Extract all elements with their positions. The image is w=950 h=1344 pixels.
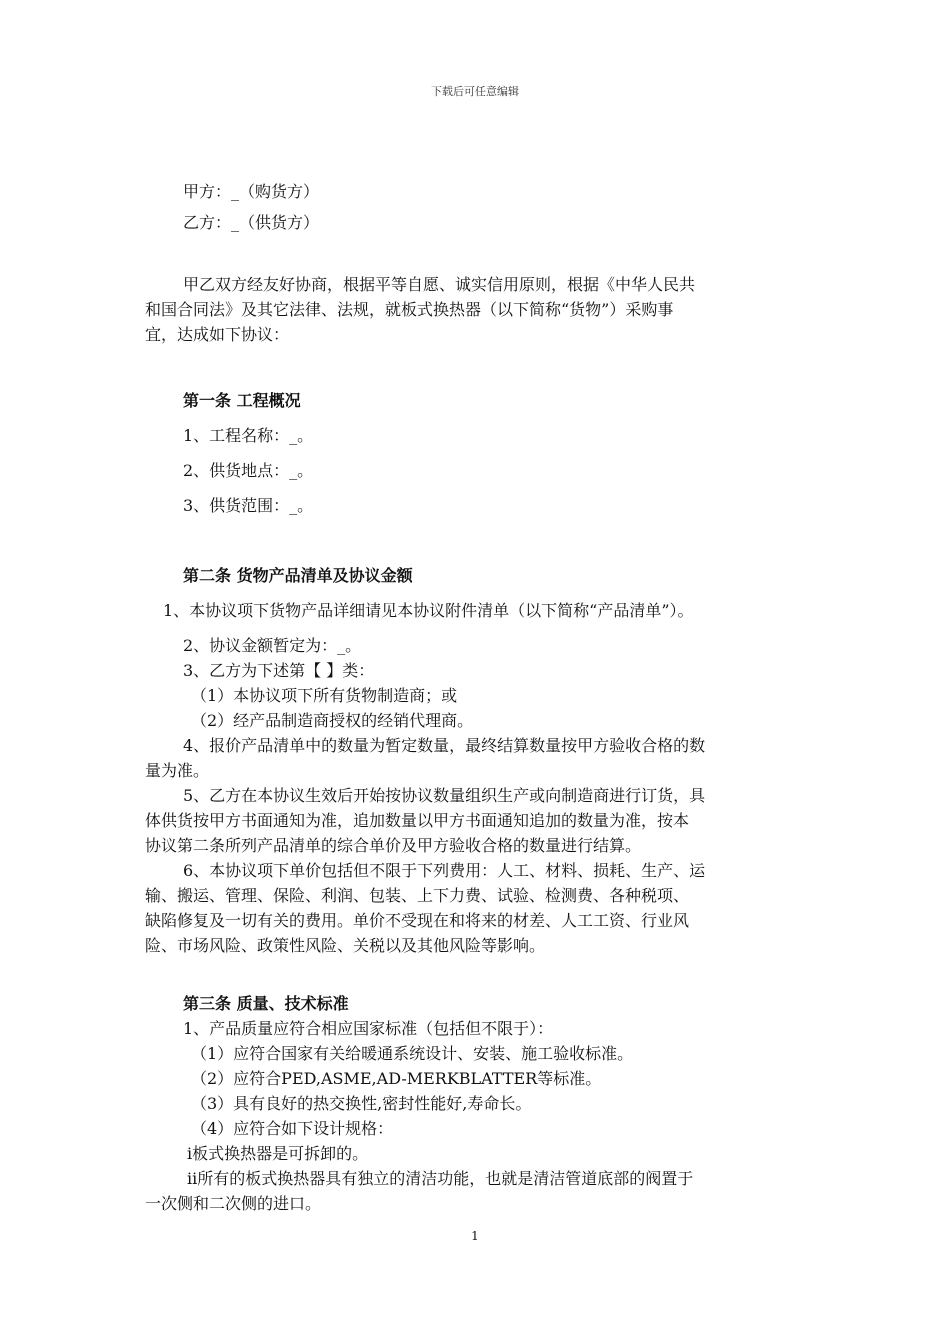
article1-item: 1、工程名称：_。 [183, 426, 314, 445]
party-b-line: 乙方：_（供货方） [183, 213, 320, 232]
article2-line: 2、协议金额暂定为：_。 [183, 636, 362, 655]
party-a-line: 甲方：_（购货方） [183, 182, 320, 201]
article1-item: 2、供货地点：_。 [183, 461, 314, 480]
article3-line: ⅰ板式换热器是可拆卸的。 [187, 1144, 369, 1163]
article2-line: 量为准。 [145, 761, 210, 780]
intro-line: 和国合同法》及其它法律、法规，就板式换热器（以下简称“货物”）采购事 [145, 300, 674, 319]
article2-line: 险、市场风险、政策性风险、关税以及其他风险等影响。 [145, 936, 546, 955]
article2-line: 6、本协议项下单价包括但不限于下列费用：人工、材料、损耗、生产、运 [183, 861, 706, 880]
intro-line: 甲乙双方经友好协商，根据平等自愿、诚实信用原则，根据《中华人民共 [183, 275, 696, 294]
article3-line: 一次侧和二次侧的进口。 [145, 1194, 322, 1213]
article2-line: 3、乙方为下述第【 】类： [183, 661, 375, 680]
page-header: 下载后可任意编辑 [431, 85, 519, 98]
article3-line: 1、产品质量应符合相应国家标准（包括但不限于）： [183, 1019, 554, 1038]
article3-title: 第三条 质量、技术标准 [183, 994, 349, 1013]
intro-line: 宜，达成如下协议： [145, 325, 290, 344]
article2-line: 缺陷修复及一切有关的费用。单价不受现在和将来的材差、人工工资、行业风 [145, 911, 690, 930]
article1-item: 3、供货范围：_。 [183, 496, 314, 515]
article2-line: 体供货按甲方书面通知为准，追加数量以甲方书面通知追加的数量为准，按本 [145, 811, 690, 830]
article3-line: （2）应符合PED,ASME,AD-MERKBLATTER等标准。 [191, 1069, 602, 1088]
article2-line: 5、乙方在本协议生效后开始按协议数量组织生产或向制造商进行订货，具 [183, 786, 706, 805]
article2-line: 协议第二条所列产品清单的综合单价及甲方验收合格的数量进行结算。 [145, 836, 642, 855]
article3-line: （3）具有良好的热交换性,密封性能好,寿命长。 [191, 1094, 532, 1113]
article3-line: ⅱ所有的板式换热器具有独立的清洁功能，也就是清洁管道底部的阀置于 [187, 1169, 694, 1188]
page-number: 1 [471, 1229, 479, 1243]
article2-title: 第二条 货物产品清单及协议金额 [183, 566, 413, 585]
article1-title: 第一条 工程概况 [183, 391, 301, 410]
article2-line: 4、报价产品清单中的数量为暂定数量，最终结算数量按甲方验收合格的数 [183, 736, 706, 755]
article2-line: 输、搬运、管理、保险、利润、包装、上下力费、试验、检测费、各种税项、 [145, 886, 690, 905]
article3-line: （1）应符合国家有关给暖通系统设计、安装、施工验收标准。 [191, 1044, 634, 1063]
article2-line: （2）经产品制造商授权的经销代理商。 [191, 711, 474, 730]
article3-line: （4）应符合如下设计规格： [191, 1119, 394, 1138]
article2-line: 1、本协议项下货物产品详细请见本协议附件清单（以下简称“产品清单”）。 [163, 601, 694, 620]
article2-line: （1）本协议项下所有货物制造商；或 [191, 686, 458, 705]
